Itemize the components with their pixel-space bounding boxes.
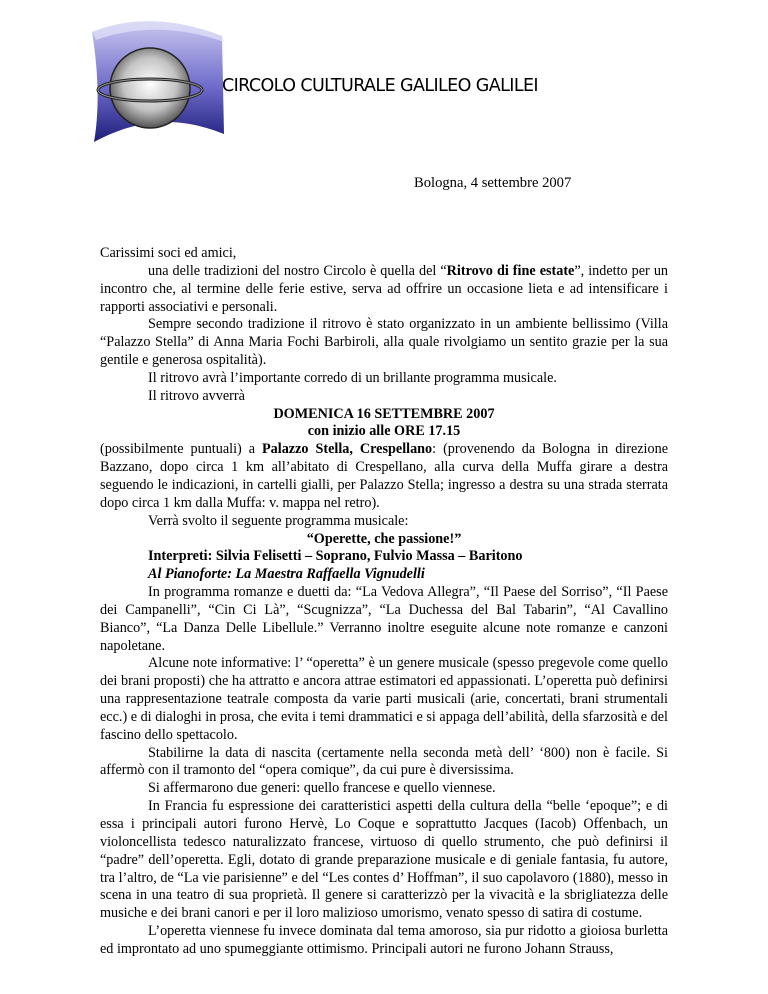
greeting: Carissimi soci ed amici, [100,245,237,261]
paragraph-french: In Francia fu espressione dei caratteristici aspetti della cultura della “belle ‘epoque”; e di essa i principali autori furono Hervè, Lo Coque e soprattutto Jacques (Iacob) Offenbach, un violoncellista tedesco naturalizzato francese, virtuoso di quello strumento, che può definirsi il “padre” dell’operetta. Egli, dotato di grande preparazione musicale e di geniale fantasia, fu autore, tra l’altro, de “La vie parisienne” e del “Les contes d’ Hoffman”, il suo capolavoro (1880), messo in scena in una teatro di sua proprietà. Il genere si caratterizzò per la vivacità e la sbrigliatezza delle musiche e dei brani canori e per il loro malizioso umorismo, venato spesso di satira di costume. [100,798,668,922]
event-time: con inizio alle ORE 17.15 [307,423,461,440]
paragraph-announce: Il ritrovo avverrà [148,387,245,404]
pianist: Al Pianoforte: La Maestra Raffaella Vignudelli [148,566,425,583]
letter-date: Bologna, 4 settembre 2007 [414,175,572,191]
program-title: “Operette, che passione!” [306,530,462,547]
event-date: DOMENICA 16 SETTEMBRE 2007 [273,405,495,422]
galileo-circle-logo-icon [84,18,234,150]
paragraph-viennese: L’operetta viennese fu invece dominata dal tema amoroso, sia pur ridotto a gioiosa burletta ed improntato ad uno spumeggiante ottimismo. Principali autori ne furono Johann Strauss, [100,923,668,957]
organization-name: CIRCOLO CULTURALE GALILEO GALILEI [222,76,538,96]
paragraph-genres: Si affermarono due generi: quello francese e quello viennese. [148,780,496,797]
interpreters: Interpreti: Silvia Felisetti – Soprano, Fulvio Massa – Baritono [148,548,523,565]
paragraph-program-note: Il ritrovo avrà l’importante corredo di un brillante programma musicale. [148,369,557,386]
paragraph-repertoire: In programma romanze e duetti da: “La Vedova Allegra”, “Il Paese del Sorriso”, “Il Paese dei Campanelli”, “Cin Ci Là”, “Scugnizza”, “La Duchessa del Bal Tabarin”, “Al Cavallino Bianco”, “La Danza Delle Libellule.” Verranno inoltre eseguite alcune note romanze e canzoni napoletane. [100,584,668,654]
paragraph-intro: una delle tradizioni del nostro Circolo è quella del “Ritrovo di fine estate”, indetto per un incontro che, al termine delle ferie estive, serva ad offrire un occasione lieta e ad intensificare i rapporti associativi e personali. [100,262,669,315]
paragraph-origin: Stabilirne la data di nascita (certamente nella seconda metà dell’ ‘800) non è facile. Si affermò con il tramonto del “opera comique”, da cui pure è diversissima. [100,744,668,779]
paragraph-location: Sempre secondo tradizione il ritrovo è stato organizzato in un ambiente bellissimo (Villa “Palazzo Stella” di Anna Maria Fochi Barbiroli, alla quale rivolgiamo un sentito grazie per la sua gentile e generosa ospitalità). [100,316,668,369]
paragraph-operetta-info: Alcune note informative: l’ “operetta” è un genere musicale (spesso pregevole come quello dei brani proposti) che ha attratto e ancora attrae estimatori ed appassionati. L’operetta può definirsi una rappresentazione teatrale composta da varie parti musicali (arie, concertati, brani strumentali ecc.) e di dialoghi in prosa, che evita i temi drammatici e si appaga dell’abilità, della sfarzosità e del fascino dello spettacolo. [100,655,668,743]
letter-body [100,245,668,959]
paragraph-program-intro: Verrà svolto il seguente programma musicale: [148,512,409,529]
paragraph-directions: (possibilmente puntuali) a Palazzo Stella, Crespellano: (provenendo da Bologna in direzione Bazzano, dopo circa 1 km all’abitato di Crespellano, alla curva della Muffa girare a destra seguendo le indicazioni, in cartelli gialli, per Palazzo Stella; ingresso a destra su una strada sterrata dopo circa 1 km dalla Muffa: v. mappa nel retro). [100,441,668,511]
